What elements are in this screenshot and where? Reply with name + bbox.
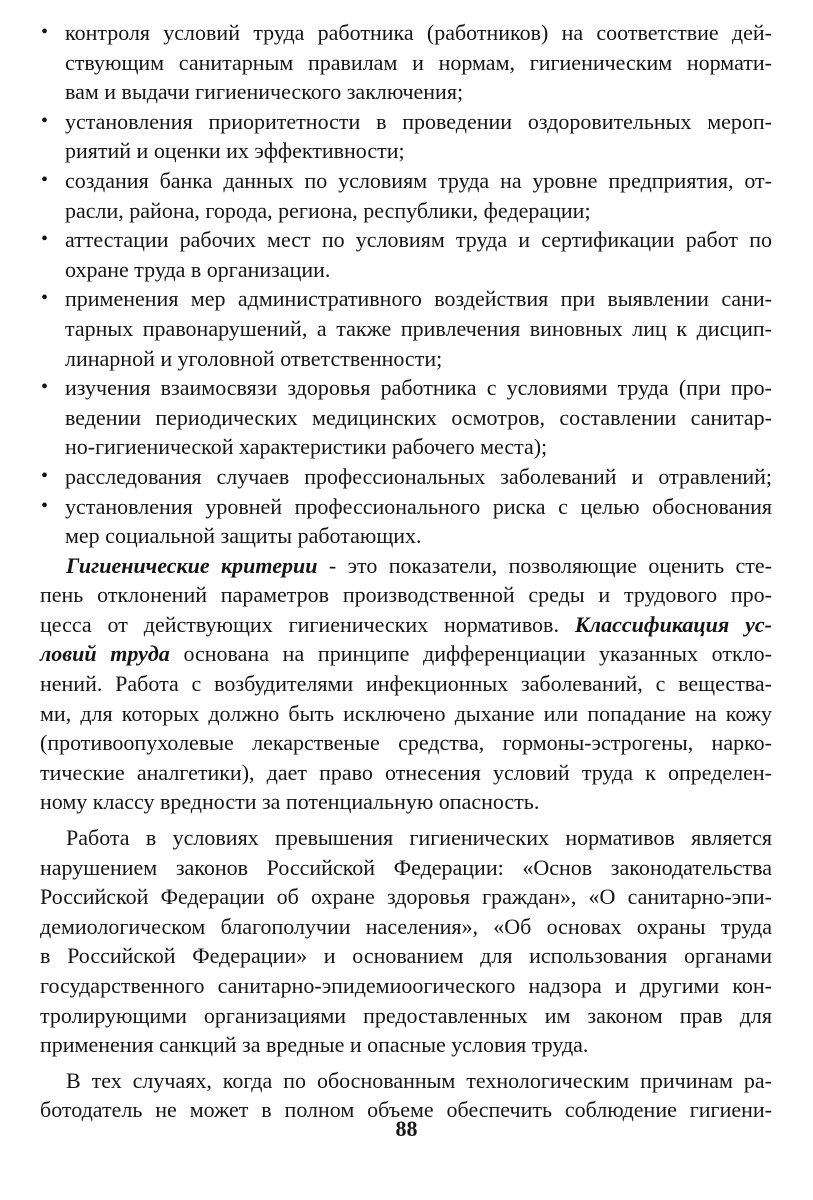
paragraph-text: применения санкций за вредные и опасные условия труда. [40,1032,589,1058]
list-item-text: создания банка данных по условиям труда на уровне предприятия, от- [65,167,772,193]
bullet-icon: • [41,376,49,399]
paragraph-text: нений. Работа с возбудителями инфекционных заболеваний, с вещества- [40,671,772,697]
list-item [40,18,772,107]
list-item [40,462,772,492]
bullet-icon: • [41,21,49,43]
list-item-text: расли, района, города, региона, республики, федерации; [65,197,591,223]
paragraph-text: цесса от действующих гигиенических нормативов. [40,611,575,637]
paragraph-text: ми, для которых должно быть исключено дыхание или попадание на кожу [40,700,772,726]
list-item [40,492,772,551]
paragraph-text: В тех случаях, когда по обоснованным технологическим причинам ра- [66,1067,772,1093]
term-classification-cont: ловий труда [40,641,170,667]
bullet-icon: • [41,109,49,132]
paragraph-text: ному классу вредности за потенциальную опасность. [40,789,540,815]
paragraph-text: нарушением законов Российской Федерации: «Основ законодательства [40,854,772,880]
list-item-text: применения мер административного воздействия при выявлении сани- [65,286,772,312]
paragraph-text: тролирующими организациями предоставленных им законом прав для [40,1002,772,1028]
term-hygienic-criteria: Гигиенические критерии [66,552,318,578]
bullet-icon: • [41,287,49,310]
body-text [40,18,772,1125]
list-item-text: охране труда в организации. [65,256,331,282]
paragraph-text: в Российской Федерации» и основанием для использования органами [40,943,772,969]
list-item-text: тарных правонарушений, а также привлечения виновных лиц к дисцип- [65,315,772,341]
paragraph-text: основана на принципе дифференциации указанных откло- [169,641,772,667]
bullet-icon: • [41,228,49,251]
list-item [40,107,772,166]
paragraph-text: пень отклонений параметров производственной среды и трудового про- [40,582,772,608]
page-number: 88 [395,1116,418,1141]
list-item-text: вам и выдачи гигиенического заключения; [65,79,464,105]
list-item-text: контроля условий труда работника (работников) на соответствие дей- [65,20,772,45]
list-item-text: ствующим санитарным правилам и нормам, гигиеническим нормати- [65,49,772,75]
list-item-text: линарной и уголовной ответственности; [65,345,443,371]
term-classification: Классификация ус- [574,611,772,637]
list-item [40,373,772,462]
list-item-text: риятий и оценки их эффективности; [65,138,405,164]
list-item-text: но-гигиенической характеристики рабочего места); [65,434,548,460]
paragraph [40,551,772,817]
list-item [40,225,772,284]
list-item-text: мер социальной защиты работающих. [65,523,422,549]
bullet-icon: • [41,494,49,517]
list-item-text: аттестации рабочих мест по условиям труда и сертификации работ по [65,227,772,253]
list-item-text: установления приоритетности в проведении оздоровительных мероп- [65,108,772,134]
bullet-icon: • [41,168,49,191]
list-item [40,284,772,373]
bullet-icon: • [41,464,49,487]
list-item-text: ведении периодических медицинских осмотров, составлении санитар- [65,404,772,430]
list-item-text: расследования случаев профессиональных заболеваний и отравлений; [65,463,772,489]
paragraph-text: демиологическом благополучии населения», «Об основах охраны труда [40,913,772,939]
list-item [40,166,772,225]
paragraph-text: - это показатели, позволяющие оценить сте- [317,552,772,578]
paragraph-text: ботодатель не может в полном объеме обеспечить соблюдение гигиени- [40,1097,772,1123]
paragraph-text: Работа в условиях превышения гигиенических нормативов является [66,825,772,851]
paragraph [40,823,772,1060]
list-item-text: изучения взаимосвязи здоровья работника с условиями труда (при про- [65,375,772,401]
list-item-text: установления уровней профессионального риска с целью обоснования [65,493,772,519]
paragraph-text: Российской Федерации об охране здоровья граждан», «О санитарно-эпи- [40,884,772,910]
paragraph-text: государственного санитарно-эпидемиоогического надзора и другими кон- [40,973,772,998]
paragraph-text: тические аналгетики), дает право отнесения условий труда к определен- [40,759,772,785]
paragraph-text: (противоопухолевые лекарственые средства, гормоны-эстрогены, нарко- [40,730,772,756]
